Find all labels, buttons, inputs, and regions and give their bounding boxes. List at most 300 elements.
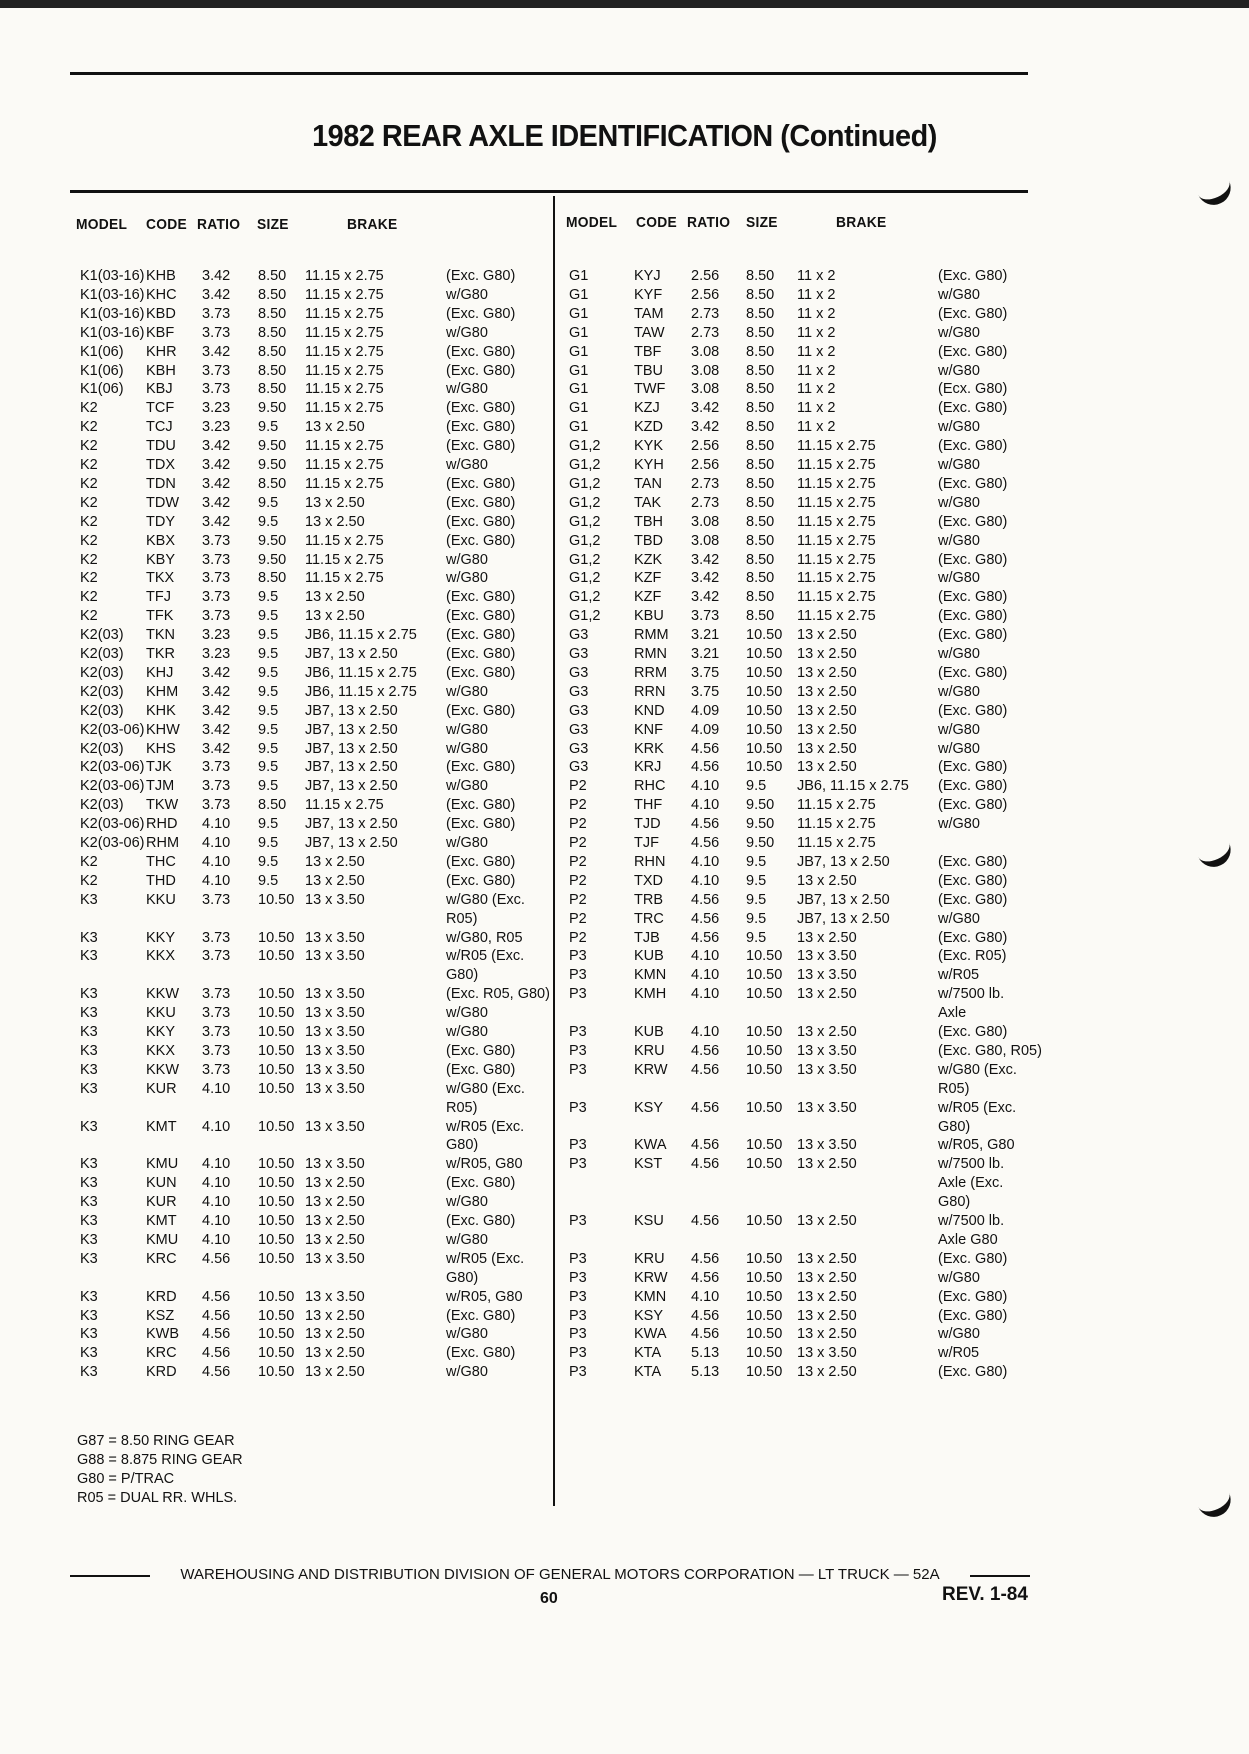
top-rule [70, 72, 1028, 75]
note-cell: (Exc. G80) [938, 759, 1008, 776]
size-cell: 9.5 [258, 835, 279, 851]
size-cell: 10.50 [746, 664, 783, 681]
ratio-cell: 4.56 [691, 816, 720, 833]
model-cell: K2 [80, 551, 98, 568]
brake-cell: 11.15 x 2.75 [305, 286, 384, 303]
code-cell: TKW [146, 797, 179, 814]
size-cell: 8.50 [746, 589, 775, 606]
size-cell: 10.50 [746, 1137, 783, 1154]
note-cell: w/G80, R05 [446, 929, 523, 946]
note-cell: (Exc. G80) [938, 400, 1008, 417]
right-header-size: SIZE [746, 214, 778, 231]
model-cell: G1 [569, 305, 589, 322]
code-cell: RHC [634, 778, 666, 795]
size-cell: 10.50 [746, 948, 783, 965]
size-cell: 9.5 [258, 721, 279, 738]
binding-mark [1190, 1475, 1236, 1523]
brake-cell: 13 x 2.50 [797, 872, 857, 889]
size-cell: 10.50 [258, 1156, 295, 1173]
brake-cell: 11.15 x 2.75 [305, 324, 384, 341]
ratio-cell: 3.42 [202, 343, 231, 360]
note-cell: w/G80 [938, 740, 980, 757]
ratio-cell: 3.73 [202, 797, 231, 814]
note-cell: (Exc. G80) [938, 268, 1008, 284]
code-cell: TAK [634, 494, 662, 511]
brake-cell: 11.15 x 2.75 [305, 268, 384, 284]
brake-cell: 11.15 x 2.75 [797, 570, 876, 587]
ratio-cell: 4.56 [691, 1326, 720, 1343]
code-cell: RHN [634, 853, 666, 870]
size-cell: 9.5 [258, 759, 279, 776]
code-cell: RRN [634, 683, 666, 700]
brake-cell: 13 x 2.50 [305, 1213, 365, 1229]
model-cell: K2 [80, 400, 98, 417]
model-cell: G3 [569, 627, 589, 644]
size-cell: 9.5 [258, 646, 279, 662]
model-cell: P3 [569, 1364, 587, 1381]
size-cell: 10.50 [258, 986, 295, 1003]
note-cell: (Exc. G80) [938, 475, 1008, 492]
note-cell: w/R05 [938, 1345, 980, 1362]
note-cell: (Exc. G80) [446, 702, 516, 719]
code-cell: KHB [146, 268, 176, 284]
note-cell: (Exc. G80) [446, 872, 516, 889]
code-cell: KMU [146, 1156, 179, 1173]
brake-cell: 13 x 3.50 [305, 929, 365, 946]
ratio-cell: 2.73 [691, 324, 720, 341]
code-cell: KZF [634, 570, 662, 587]
size-cell: 9.5 [258, 664, 279, 681]
size-cell: 8.50 [746, 532, 775, 549]
note-cell: w/G80 [938, 721, 980, 738]
brake-cell: 13 x 2.50 [305, 1364, 365, 1381]
note-cell: w/G80 [446, 683, 488, 700]
brake-cell: 13 x 2.50 [797, 646, 857, 662]
ratio-cell: 4.10 [691, 1024, 720, 1040]
brake-cell: 13 x 2.50 [797, 1288, 857, 1305]
brake-cell: 11 x 2 [797, 400, 836, 417]
code-cell: KBF [146, 324, 175, 341]
note-cell: w/7500 lb. [938, 1213, 1005, 1229]
brake-cell: 13 x 2.50 [797, 1326, 857, 1343]
model-cell: K2 [80, 457, 98, 473]
note-cell: w/G80 [446, 778, 488, 795]
note-cell: w/7500 lb. [938, 1156, 1005, 1173]
model-cell: K3 [80, 1345, 98, 1362]
brake-cell: JB6, 11.15 x 2.75 [797, 778, 909, 795]
size-cell: 9.50 [258, 457, 287, 473]
brake-cell: 11.15 x 2.75 [305, 570, 384, 587]
code-cell: TBD [634, 532, 663, 549]
note-cell: (Exc. G80) [446, 797, 516, 814]
right-header-model: MODEL [566, 214, 618, 231]
note-cell: w/G80 [446, 286, 488, 303]
brake-cell: 13 x 3.50 [305, 986, 365, 1003]
note-cell: w/G80 [938, 1326, 980, 1343]
model-cell: K2(03) [80, 664, 124, 681]
ratio-cell: 4.56 [691, 1307, 720, 1324]
column-divider [553, 196, 555, 1506]
brake-cell: 13 x 3.50 [305, 1024, 365, 1040]
note-cell: (Exc. G80) [446, 343, 516, 360]
model-cell: K2(03) [80, 627, 124, 644]
size-cell: 10.50 [258, 1042, 295, 1059]
size-cell: 8.50 [746, 570, 775, 587]
brake-cell: 13 x 2.50 [797, 759, 857, 776]
note-cell: (Exc. G80) [446, 589, 516, 606]
code-cell: KKW [146, 1061, 180, 1078]
model-cell: K2 [80, 438, 98, 455]
ratio-cell: 4.56 [691, 929, 720, 946]
code-cell: KUR [146, 1080, 177, 1097]
brake-cell: 11.15 x 2.75 [305, 457, 384, 473]
brake-cell: 13 x 2.50 [797, 1156, 857, 1173]
code-cell: KMH [634, 986, 667, 1003]
size-cell: 8.50 [746, 268, 775, 284]
brake-cell: 11 x 2 [797, 305, 836, 322]
model-cell: K2 [80, 419, 98, 436]
brake-cell: 13 x 3.50 [797, 1345, 857, 1362]
revision-label: REV. 1-84 [942, 1584, 1028, 1605]
ratio-cell: 3.73 [202, 929, 231, 946]
model-cell: K3 [80, 1194, 98, 1211]
ratio-cell: 3.73 [202, 532, 231, 549]
note-cell: w/G80 [446, 1364, 488, 1381]
model-cell: K2 [80, 872, 98, 889]
brake-cell: 11 x 2 [797, 324, 836, 341]
brake-cell: 13 x 3.50 [797, 1061, 857, 1078]
model-cell: P3 [569, 1307, 587, 1324]
note-cell: (Exc. G80) [938, 702, 1008, 719]
ratio-cell: 4.10 [691, 778, 720, 795]
brake-cell: 13 x 2.50 [305, 853, 365, 870]
size-cell: 10.50 [746, 1288, 783, 1305]
size-cell: 10.50 [746, 1099, 783, 1116]
code-cell: TJM [146, 778, 175, 795]
brake-cell: 13 x 3.50 [305, 1005, 365, 1022]
code-cell: KTA [634, 1345, 662, 1362]
code-cell: KRW [634, 1061, 668, 1078]
size-cell: 9.5 [746, 910, 767, 927]
ratio-cell: 3.73 [202, 948, 231, 965]
brake-cell: JB7, 13 x 2.50 [305, 759, 398, 776]
brake-cell: 11.15 x 2.75 [305, 532, 384, 549]
note-cell: w/G80 [446, 457, 488, 473]
note-cell: w/G80 [938, 646, 980, 662]
size-cell: 8.50 [746, 551, 775, 568]
code-cell: TDY [146, 513, 175, 530]
model-cell: P3 [569, 986, 587, 1003]
code-cell: TJF [634, 835, 659, 851]
note-cell: w/G80 [446, 721, 488, 738]
brake-cell: 11.15 x 2.75 [305, 400, 384, 417]
brake-cell: 13 x 2.50 [305, 1326, 365, 1343]
model-cell: K1(03-16) [80, 268, 145, 284]
code-cell: TDW [146, 494, 180, 511]
brake-cell: 13 x 2.50 [305, 608, 365, 625]
note-cell: w/R05, G80 [446, 1156, 523, 1173]
note-cell: w/R05 (Exc. [446, 948, 525, 965]
model-cell: P2 [569, 872, 587, 889]
ratio-cell: 4.56 [691, 740, 720, 757]
size-cell: 10.50 [258, 1005, 295, 1022]
ratio-cell: 4.10 [691, 986, 720, 1003]
brake-cell: 11.15 x 2.75 [797, 438, 876, 455]
code-cell: KUR [146, 1194, 177, 1211]
brake-cell: 11 x 2 [797, 362, 836, 379]
brake-cell: 13 x 2.50 [797, 1250, 857, 1267]
size-cell: 8.50 [258, 797, 287, 814]
ratio-cell: 4.56 [691, 1042, 720, 1059]
code-cell: KHK [146, 702, 176, 719]
note-cell: R05) [446, 1099, 478, 1116]
brake-cell: JB7, 13 x 2.50 [797, 910, 890, 927]
note-cell: w/G80 [938, 683, 980, 700]
ratio-cell: 2.56 [691, 438, 720, 455]
model-cell: K3 [80, 948, 98, 965]
ratio-cell: 2.56 [691, 286, 720, 303]
left-header-code: CODE [146, 216, 187, 233]
ratio-cell: 3.21 [691, 646, 720, 662]
code-cell: KYK [634, 438, 664, 455]
note-cell: G80) [446, 967, 479, 984]
ratio-cell: 4.10 [202, 1156, 231, 1173]
brake-cell: 11.15 x 2.75 [305, 343, 384, 360]
size-cell: 10.50 [258, 929, 295, 946]
brake-cell: 13 x 2.50 [305, 872, 365, 889]
size-cell: 10.50 [746, 1345, 783, 1362]
size-cell: 10.50 [746, 683, 783, 700]
model-cell: P3 [569, 1137, 587, 1154]
code-cell: KBJ [146, 381, 173, 398]
brake-cell: 13 x 3.50 [305, 1250, 365, 1267]
model-cell: G1 [569, 268, 589, 284]
brake-cell: 13 x 3.50 [305, 891, 365, 908]
note-cell: w/R05, G80 [446, 1288, 523, 1305]
note-cell: (Exc. R05, G80) [446, 986, 550, 1003]
ratio-cell: 3.42 [202, 457, 231, 473]
model-cell: P3 [569, 1213, 587, 1229]
brake-cell: 13 x 2.50 [797, 1269, 857, 1286]
note-cell: (Exc. G80) [446, 1061, 516, 1078]
note-cell: (Exc. G80) [446, 305, 516, 322]
model-cell: K2 [80, 475, 98, 492]
ratio-cell: 4.56 [202, 1307, 231, 1324]
note-cell: w/G80 [938, 419, 980, 436]
note-cell: (Exc. G80) [938, 627, 1008, 644]
size-cell: 10.50 [746, 1269, 783, 1286]
size-cell: 8.50 [746, 362, 775, 379]
note-cell: (Exc. G80) [938, 1024, 1008, 1040]
brake-cell: 11.15 x 2.75 [797, 551, 876, 568]
size-cell: 10.50 [746, 986, 783, 1003]
model-cell: G1,2 [569, 494, 601, 511]
ratio-cell: 4.56 [202, 1326, 231, 1343]
ratio-cell: 3.42 [691, 419, 720, 436]
note-cell: w/G80 [446, 740, 488, 757]
brake-cell: 13 x 2.50 [797, 1024, 857, 1040]
ratio-cell: 3.42 [691, 551, 720, 568]
size-cell: 8.50 [746, 381, 775, 398]
code-cell: KYH [634, 457, 664, 473]
code-cell: KWA [634, 1326, 667, 1343]
note-cell: w/R05, G80 [938, 1137, 1015, 1154]
brake-cell: 11.15 x 2.75 [305, 475, 384, 492]
size-cell: 10.50 [746, 646, 783, 662]
size-cell: 10.50 [746, 1024, 783, 1040]
brake-cell: JB7, 13 x 2.50 [797, 853, 890, 870]
size-cell: 10.50 [258, 1231, 295, 1248]
note-cell: w/G80 [446, 1005, 488, 1022]
ratio-cell: 3.42 [202, 683, 231, 700]
brake-cell: 13 x 2.50 [797, 627, 857, 644]
size-cell: 10.50 [258, 1250, 295, 1267]
brake-cell: 13 x 2.50 [797, 664, 857, 681]
size-cell: 10.50 [258, 891, 295, 908]
ratio-cell: 3.23 [202, 400, 231, 417]
size-cell: 10.50 [258, 1061, 295, 1078]
size-cell: 10.50 [746, 1326, 783, 1343]
code-cell: KHW [146, 721, 180, 738]
note-cell: (Exc. G80) [446, 494, 516, 511]
brake-cell: 13 x 3.50 [305, 1061, 365, 1078]
ratio-cell: 3.73 [202, 570, 231, 587]
brake-cell: 13 x 3.50 [305, 1288, 365, 1305]
ratio-cell: 3.08 [691, 381, 720, 398]
size-cell: 8.50 [258, 324, 287, 341]
model-cell: K3 [80, 1005, 98, 1022]
note-cell: (Exc. G80) [938, 891, 1008, 908]
ratio-cell: 2.73 [691, 305, 720, 322]
brake-cell: 11.15 x 2.75 [305, 362, 384, 379]
brake-cell: 13 x 3.50 [797, 948, 857, 965]
code-cell: KZJ [634, 400, 660, 417]
brake-cell: 13 x 3.50 [305, 948, 365, 965]
legend [77, 1432, 243, 1508]
brake-cell: 13 x 2.50 [797, 1213, 857, 1229]
model-cell: K3 [80, 1024, 98, 1040]
size-cell: 10.50 [258, 1024, 295, 1040]
size-cell: 8.50 [746, 324, 775, 341]
ratio-cell: 3.08 [691, 532, 720, 549]
brake-cell: 13 x 3.50 [305, 1156, 365, 1173]
code-cell: KMT [146, 1213, 177, 1229]
note-cell: (Exc. G80) [938, 589, 1008, 606]
brake-cell: JB7, 13 x 2.50 [305, 835, 398, 851]
size-cell: 10.50 [746, 967, 783, 984]
ratio-cell: 3.42 [202, 702, 231, 719]
model-cell: K2 [80, 532, 98, 549]
code-cell: RMN [634, 646, 668, 662]
brake-cell: 13 x 2.50 [305, 419, 365, 436]
note-cell: w/R05 (Exc. [938, 1099, 1017, 1116]
ratio-cell: 3.42 [202, 438, 231, 455]
legend-item: R05 = DUAL RR. WHLS. [77, 1490, 238, 1506]
note-cell: (Exc. G80) [446, 1042, 516, 1059]
ratio-cell: 4.56 [202, 1364, 231, 1381]
brake-cell: 11.15 x 2.75 [797, 608, 876, 625]
model-cell: G3 [569, 683, 589, 700]
code-cell: TDN [146, 475, 176, 492]
size-cell: 9.5 [258, 816, 279, 833]
note-cell: (Exc. G80) [938, 1364, 1008, 1381]
code-cell: KRC [146, 1345, 177, 1362]
note-cell: (Exc. G80) [938, 1250, 1008, 1267]
note-cell: (Exc. G80) [938, 853, 1008, 870]
note-cell: (Exc. G80) [446, 1213, 516, 1229]
note-cell: Axle (Exc. [938, 1175, 1004, 1192]
size-cell: 9.5 [258, 494, 279, 511]
note-cell: (Exc. G80) [446, 438, 516, 455]
model-cell: G1 [569, 381, 589, 398]
note-cell: (Exc. G80) [446, 513, 516, 530]
brake-cell: 13 x 2.50 [305, 513, 365, 530]
brake-cell: JB6, 11.15 x 2.75 [305, 683, 417, 700]
note-cell: w/R05 (Exc. [446, 1250, 525, 1267]
note-cell: w/G80 [446, 551, 488, 568]
brake-cell: JB7, 13 x 2.50 [305, 721, 398, 738]
code-cell: TJB [634, 929, 660, 946]
model-cell: G3 [569, 759, 589, 776]
ratio-cell: 3.23 [202, 646, 231, 662]
model-cell: K2(03) [80, 702, 124, 719]
note-cell: w/G80 [446, 1194, 488, 1211]
brake-cell: 13 x 2.50 [797, 721, 857, 738]
note-cell: (Exc. G80) [446, 419, 516, 436]
brake-cell: 13 x 3.50 [305, 1080, 365, 1097]
code-cell: TDU [146, 438, 176, 455]
brake-cell: 11 x 2 [797, 343, 836, 360]
note-cell: (Exc. G80) [938, 305, 1008, 322]
ratio-cell: 3.42 [202, 494, 231, 511]
size-cell: 10.50 [258, 1118, 295, 1135]
note-cell: w/G80 [938, 816, 980, 833]
ratio-cell: 3.08 [691, 513, 720, 530]
size-cell: 8.50 [258, 268, 287, 284]
size-cell: 10.50 [258, 1175, 295, 1192]
ratio-cell: 4.56 [691, 1269, 720, 1286]
note-cell: (Exc. G80) [938, 664, 1008, 681]
binding-mark [1190, 825, 1236, 873]
size-cell: 8.50 [746, 494, 775, 511]
size-cell: 9.50 [258, 532, 287, 549]
size-cell: 10.50 [258, 1364, 295, 1381]
brake-cell: 11.15 x 2.75 [797, 835, 876, 851]
model-cell: K3 [80, 1231, 98, 1248]
brake-cell: JB6, 11.15 x 2.75 [305, 664, 417, 681]
model-cell: G1,2 [569, 551, 601, 568]
model-cell: K1(06) [80, 343, 124, 360]
brake-cell: 13 x 2.50 [305, 589, 365, 606]
model-cell: P3 [569, 1024, 587, 1040]
size-cell: 8.50 [746, 513, 775, 530]
size-cell: 9.5 [258, 589, 279, 606]
code-cell: KSU [634, 1213, 664, 1229]
size-cell: 10.50 [746, 1156, 783, 1173]
left-header-size: SIZE [257, 216, 289, 233]
size-cell: 8.50 [746, 305, 775, 322]
note-cell: w/G80 [938, 362, 980, 379]
size-cell: 10.50 [746, 759, 783, 776]
size-cell: 10.50 [258, 1194, 295, 1211]
model-cell: K3 [80, 929, 98, 946]
size-cell: 10.50 [746, 721, 783, 738]
ratio-cell: 2.73 [691, 494, 720, 511]
code-cell: KWA [634, 1137, 667, 1154]
size-cell: 8.50 [746, 475, 775, 492]
code-cell: KHR [146, 343, 177, 360]
brake-cell: 11.15 x 2.75 [797, 532, 876, 549]
